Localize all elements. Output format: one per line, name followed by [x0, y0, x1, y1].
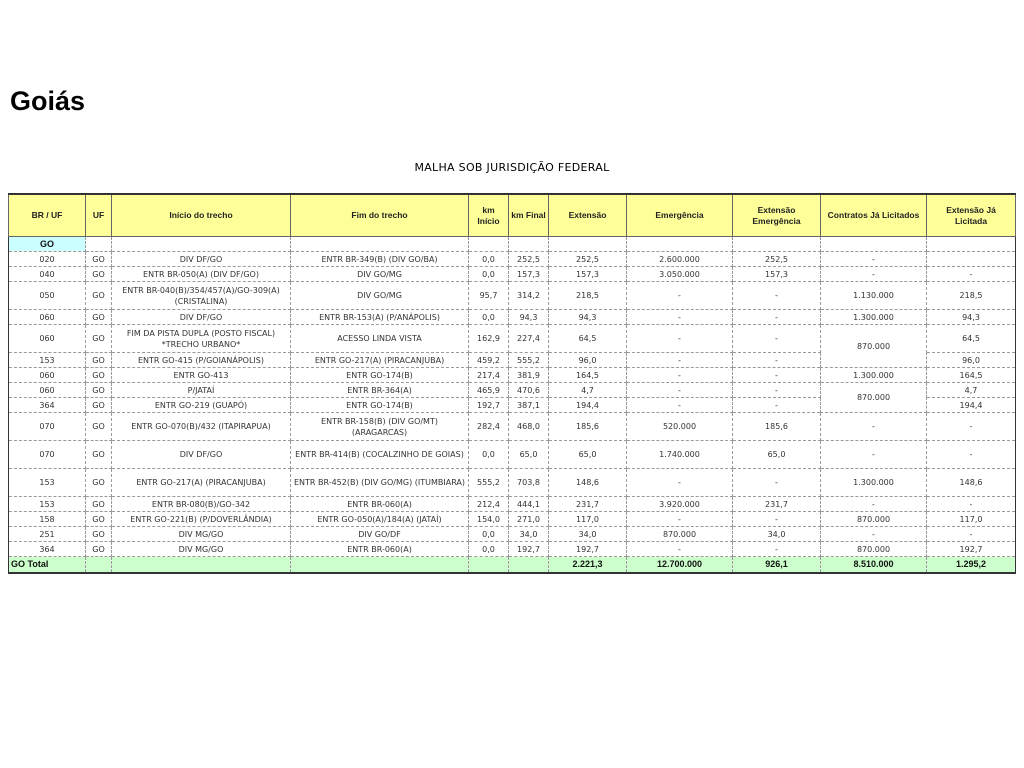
inicio-cell: ENTR GO-217(A) (PIRACANJUBA): [112, 469, 291, 497]
emergencia-cell: -: [627, 542, 733, 557]
col-header-uf: UF: [86, 194, 112, 237]
ext-licitada-cell: -: [927, 441, 1016, 469]
total-ext-emergencia: 926,1: [733, 557, 821, 574]
ext-emergencia-cell: 157,3: [733, 267, 821, 282]
total-row: [9, 557, 1016, 574]
col-header-fim: Fim do trecho: [291, 194, 469, 237]
emergencia-cell: -: [627, 310, 733, 325]
empty-cell: [927, 237, 1016, 252]
col-header-km-inicio: km Início: [469, 194, 509, 237]
group-row: [9, 237, 1016, 252]
emergencia-cell: 3.920.000: [627, 497, 733, 512]
ext-licitada-cell: 194,4: [927, 398, 1016, 413]
table-row: [9, 383, 1016, 398]
col-header-ext-emergencia: Extensão Emergência: [733, 194, 821, 237]
fim-cell: ENTR BR-060(A): [291, 497, 469, 512]
fim-cell: ENTR GO-217(A) (PIRACANJUBA): [291, 353, 469, 368]
km-final-cell: 314,2: [509, 282, 549, 310]
fim-cell: ENTR BR-349(B) (DIV GO/BA): [291, 252, 469, 267]
extensao-cell: 64,5: [549, 325, 627, 353]
extensao-cell: 96,0: [549, 353, 627, 368]
km-inicio-cell: 162,9: [469, 325, 509, 353]
malha-table: [8, 193, 1016, 574]
inicio-cell: DIV DF/GO: [112, 441, 291, 469]
km-final-cell: 94,3: [509, 310, 549, 325]
empty-cell: [112, 557, 291, 574]
km-final-cell: 192,7: [509, 542, 549, 557]
emergencia-cell: 520.000: [627, 413, 733, 441]
extensao-cell: 148,6: [549, 469, 627, 497]
br-cell: 060: [9, 325, 86, 353]
extensao-cell: 218,5: [549, 282, 627, 310]
emergencia-cell: 2.600.000: [627, 252, 733, 267]
emergencia-cell: 1.740.000: [627, 441, 733, 469]
ext-licitada-cell: 94,3: [927, 310, 1016, 325]
table-row: [9, 497, 1016, 512]
br-cell: 070: [9, 413, 86, 441]
uf-cell: GO: [86, 512, 112, 527]
fim-cell: ENTR GO-050(A)/184(A) (JATAÍ): [291, 512, 469, 527]
uf-cell: GO: [86, 325, 112, 353]
km-final-cell: 227,4: [509, 325, 549, 353]
inicio-cell: ENTR GO-413: [112, 368, 291, 383]
km-inicio-cell: 212,4: [469, 497, 509, 512]
total-extensao: 2.221,3: [549, 557, 627, 574]
inicio-cell: ENTR BR-080(B)/GO-342: [112, 497, 291, 512]
table-row: [9, 325, 1016, 353]
br-cell: 153: [9, 497, 86, 512]
br-cell: 020: [9, 252, 86, 267]
fim-cell: ENTR BR-364(A): [291, 383, 469, 398]
col-header-br-uf: BR / UF: [9, 194, 86, 237]
contratos-cell: -: [821, 252, 927, 267]
emergencia-cell: 3.050.000: [627, 267, 733, 282]
page-title: Goiás: [10, 86, 86, 116]
contratos-cell: 870.000: [821, 383, 927, 413]
fim-cell: ENTR BR-153(A) (P/ANÁPOLIS): [291, 310, 469, 325]
uf-cell: GO: [86, 527, 112, 542]
km-final-cell: 34,0: [509, 527, 549, 542]
br-cell: 158: [9, 512, 86, 527]
header-row: [9, 194, 1016, 237]
ext-emergencia-cell: -: [733, 383, 821, 398]
inicio-cell: ENTR GO-070(B)/432 (ITAPIRAPUA): [112, 413, 291, 441]
ext-emergencia-cell: -: [733, 368, 821, 383]
extensao-cell: 157,3: [549, 267, 627, 282]
ext-licitada-cell: -: [927, 267, 1016, 282]
emergencia-cell: -: [627, 353, 733, 368]
group-label: GO: [9, 237, 86, 252]
br-cell: 060: [9, 368, 86, 383]
inicio-cell: P/JATAÍ: [112, 383, 291, 398]
km-inicio-cell: 555,2: [469, 469, 509, 497]
emergencia-cell: 870.000: [627, 527, 733, 542]
total-contratos: 8.510.000: [821, 557, 927, 574]
emergencia-cell: -: [627, 368, 733, 383]
fim-cell: ENTR BR-452(B) (DIV GO/MG) (ITUMBIARA): [291, 469, 469, 497]
ext-emergencia-cell: 231,7: [733, 497, 821, 512]
emergencia-cell: -: [627, 398, 733, 413]
br-cell: 040: [9, 267, 86, 282]
km-inicio-cell: 192,7: [469, 398, 509, 413]
table-row: [9, 542, 1016, 557]
table-row: [9, 527, 1016, 542]
km-final-cell: 555,2: [509, 353, 549, 368]
contratos-cell: 870.000: [821, 512, 927, 527]
km-inicio-cell: 0,0: [469, 310, 509, 325]
km-inicio-cell: 282,4: [469, 413, 509, 441]
uf-cell: GO: [86, 441, 112, 469]
inicio-cell: FIM DA PISTA DUPLA (POSTO FISCAL) *TRECHO URBANO*: [112, 325, 291, 353]
ext-emergencia-cell: -: [733, 398, 821, 413]
ext-emergencia-cell: -: [733, 469, 821, 497]
km-final-cell: 444,1: [509, 497, 549, 512]
uf-cell: GO: [86, 353, 112, 368]
uf-cell: GO: [86, 310, 112, 325]
inicio-cell: ENTR GO-219 (GUAPÓ): [112, 398, 291, 413]
br-cell: 153: [9, 353, 86, 368]
empty-cell: [291, 237, 469, 252]
table-row: [9, 267, 1016, 282]
col-header-ext-licitada: Extensão Já Licitada: [927, 194, 1016, 237]
uf-cell: GO: [86, 542, 112, 557]
km-final-cell: 157,3: [509, 267, 549, 282]
uf-cell: GO: [86, 398, 112, 413]
br-cell: 364: [9, 398, 86, 413]
extensao-cell: 185,6: [549, 413, 627, 441]
km-final-cell: 703,8: [509, 469, 549, 497]
fim-cell: DIV GO/DF: [291, 527, 469, 542]
km-inicio-cell: 217,4: [469, 368, 509, 383]
extensao-cell: 4,7: [549, 383, 627, 398]
ext-emergencia-cell: 34,0: [733, 527, 821, 542]
empty-cell: [549, 237, 627, 252]
extensao-cell: 94,3: [549, 310, 627, 325]
empty-cell: [86, 237, 112, 252]
empty-cell: [509, 237, 549, 252]
km-final-cell: 470,6: [509, 383, 549, 398]
ext-emergencia-cell: 252,5: [733, 252, 821, 267]
ext-licitada-cell: 64,5: [927, 325, 1016, 353]
contratos-cell: -: [821, 527, 927, 542]
extensao-cell: 164,5: [549, 368, 627, 383]
ext-licitada-cell: 164,5: [927, 368, 1016, 383]
ext-emergencia-cell: -: [733, 512, 821, 527]
ext-emergencia-cell: 185,6: [733, 413, 821, 441]
fim-cell: ENTR GO-174(B): [291, 398, 469, 413]
inicio-cell: ENTR GO-221(B) (P/DOVERLÂNDIA): [112, 512, 291, 527]
ext-licitada-cell: 148,6: [927, 469, 1016, 497]
fim-cell: DIV GO/MG: [291, 267, 469, 282]
km-inicio-cell: 0,0: [469, 441, 509, 469]
empty-cell: [509, 557, 549, 574]
ext-emergencia-cell: -: [733, 310, 821, 325]
uf-cell: GO: [86, 282, 112, 310]
extensao-cell: 252,5: [549, 252, 627, 267]
col-header-contratos: Contratos Já Licitados: [821, 194, 927, 237]
ext-licitada-cell: 192,7: [927, 542, 1016, 557]
table-row: [9, 441, 1016, 469]
emergencia-cell: -: [627, 512, 733, 527]
table-row: [9, 413, 1016, 441]
empty-cell: [627, 237, 733, 252]
ext-emergencia-cell: -: [733, 542, 821, 557]
uf-cell: GO: [86, 497, 112, 512]
emergencia-cell: -: [627, 469, 733, 497]
km-inicio-cell: 0,0: [469, 252, 509, 267]
br-cell: 364: [9, 542, 86, 557]
inicio-cell: DIV DF/GO: [112, 252, 291, 267]
emergencia-cell: -: [627, 325, 733, 353]
empty-cell: [733, 237, 821, 252]
extensao-cell: 192,7: [549, 542, 627, 557]
emergencia-cell: -: [627, 383, 733, 398]
km-final-cell: 468,0: [509, 413, 549, 441]
ext-licitada-cell: -: [927, 497, 1016, 512]
contratos-cell: 1.130.000: [821, 282, 927, 310]
table-row: [9, 368, 1016, 383]
br-cell: 050: [9, 282, 86, 310]
ext-emergencia-cell: -: [733, 353, 821, 368]
total-ext-licitada: 1.295,2: [927, 557, 1016, 574]
contratos-cell: 870.000: [821, 325, 927, 368]
empty-cell: [469, 557, 509, 574]
contratos-cell: 1.300.000: [821, 310, 927, 325]
fim-cell: ACESSO LINDA VISTA: [291, 325, 469, 353]
ext-emergencia-cell: -: [733, 282, 821, 310]
total-label: GO Total: [9, 557, 86, 574]
uf-cell: GO: [86, 252, 112, 267]
fim-cell: ENTR BR-060(A): [291, 542, 469, 557]
uf-cell: GO: [86, 267, 112, 282]
km-final-cell: 252,5: [509, 252, 549, 267]
fim-cell: ENTR BR-158(B) (DIV GO/MT) (ARAGARCAS): [291, 413, 469, 441]
empty-cell: [821, 237, 927, 252]
br-cell: 153: [9, 469, 86, 497]
br-cell: 060: [9, 310, 86, 325]
inicio-cell: ENTR BR-040(B)/354/457(A)/GO-309(A) (CRISTALINA): [112, 282, 291, 310]
km-final-cell: 271,0: [509, 512, 549, 527]
fim-cell: ENTR GO-174(B): [291, 368, 469, 383]
table-row: [9, 512, 1016, 527]
extensao-cell: 34,0: [549, 527, 627, 542]
extensao-cell: 194,4: [549, 398, 627, 413]
km-inicio-cell: 95,7: [469, 282, 509, 310]
contratos-cell: 870.000: [821, 542, 927, 557]
empty-cell: [86, 557, 112, 574]
uf-cell: GO: [86, 413, 112, 441]
empty-cell: [469, 237, 509, 252]
col-header-km-final: km Final: [509, 194, 549, 237]
contratos-cell: -: [821, 267, 927, 282]
extensao-cell: 117,0: [549, 512, 627, 527]
km-final-cell: 381,9: [509, 368, 549, 383]
ext-licitada-cell: 218,5: [927, 282, 1016, 310]
contratos-cell: -: [821, 413, 927, 441]
table-row: [9, 282, 1016, 310]
inicio-cell: DIV DF/GO: [112, 310, 291, 325]
ext-licitada-cell: 117,0: [927, 512, 1016, 527]
table-subtitle: [0, 161, 1024, 174]
br-cell: 060: [9, 383, 86, 398]
col-header-emergencia: Emergência: [627, 194, 733, 237]
inicio-cell: ENTR BR-050(A) (DIV DF/GO): [112, 267, 291, 282]
inicio-cell: DIV MG/GO: [112, 542, 291, 557]
subtitle-text: MALHA SOB JURISDIÇÃO FEDERAL: [414, 161, 610, 174]
uf-cell: GO: [86, 368, 112, 383]
contratos-cell: 1.300.000: [821, 368, 927, 383]
emergencia-cell: -: [627, 282, 733, 310]
inicio-cell: DIV MG/GO: [112, 527, 291, 542]
km-inicio-cell: 459,2: [469, 353, 509, 368]
extensao-cell: 231,7: [549, 497, 627, 512]
uf-cell: GO: [86, 383, 112, 398]
br-cell: 070: [9, 441, 86, 469]
uf-cell: GO: [86, 469, 112, 497]
fim-cell: ENTR BR-414(B) (COCALZINHO DE GOIAS): [291, 441, 469, 469]
ext-emergencia-cell: -: [733, 325, 821, 353]
empty-cell: [112, 237, 291, 252]
km-inicio-cell: 0,0: [469, 542, 509, 557]
km-inicio-cell: 154,0: [469, 512, 509, 527]
col-header-extensao: Extensão: [549, 194, 627, 237]
table-row: [9, 310, 1016, 325]
ext-licitada-cell: -: [927, 413, 1016, 441]
table-body: [9, 237, 1016, 557]
km-inicio-cell: 0,0: [469, 267, 509, 282]
km-final-cell: 387,1: [509, 398, 549, 413]
col-header-inicio: Início do trecho: [112, 194, 291, 237]
ext-licitada-cell: [927, 252, 1016, 267]
ext-licitada-cell: 4,7: [927, 383, 1016, 398]
km-inicio-cell: 0,0: [469, 527, 509, 542]
fim-cell: DIV GO/MG: [291, 282, 469, 310]
total-emergencia: 12.700.000: [627, 557, 733, 574]
km-final-cell: 65,0: [509, 441, 549, 469]
empty-cell: [291, 557, 469, 574]
contratos-cell: -: [821, 497, 927, 512]
br-cell: 251: [9, 527, 86, 542]
table-row: [9, 469, 1016, 497]
extensao-cell: 65,0: [549, 441, 627, 469]
km-inicio-cell: 465,9: [469, 383, 509, 398]
ext-emergencia-cell: 65,0: [733, 441, 821, 469]
inicio-cell: ENTR GO-415 (P/GOIANÁPOLIS): [112, 353, 291, 368]
contratos-cell: -: [821, 441, 927, 469]
table-row: [9, 252, 1016, 267]
contratos-cell: 1.300.000: [821, 469, 927, 497]
ext-licitada-cell: -: [927, 527, 1016, 542]
ext-licitada-cell: 96,0: [927, 353, 1016, 368]
